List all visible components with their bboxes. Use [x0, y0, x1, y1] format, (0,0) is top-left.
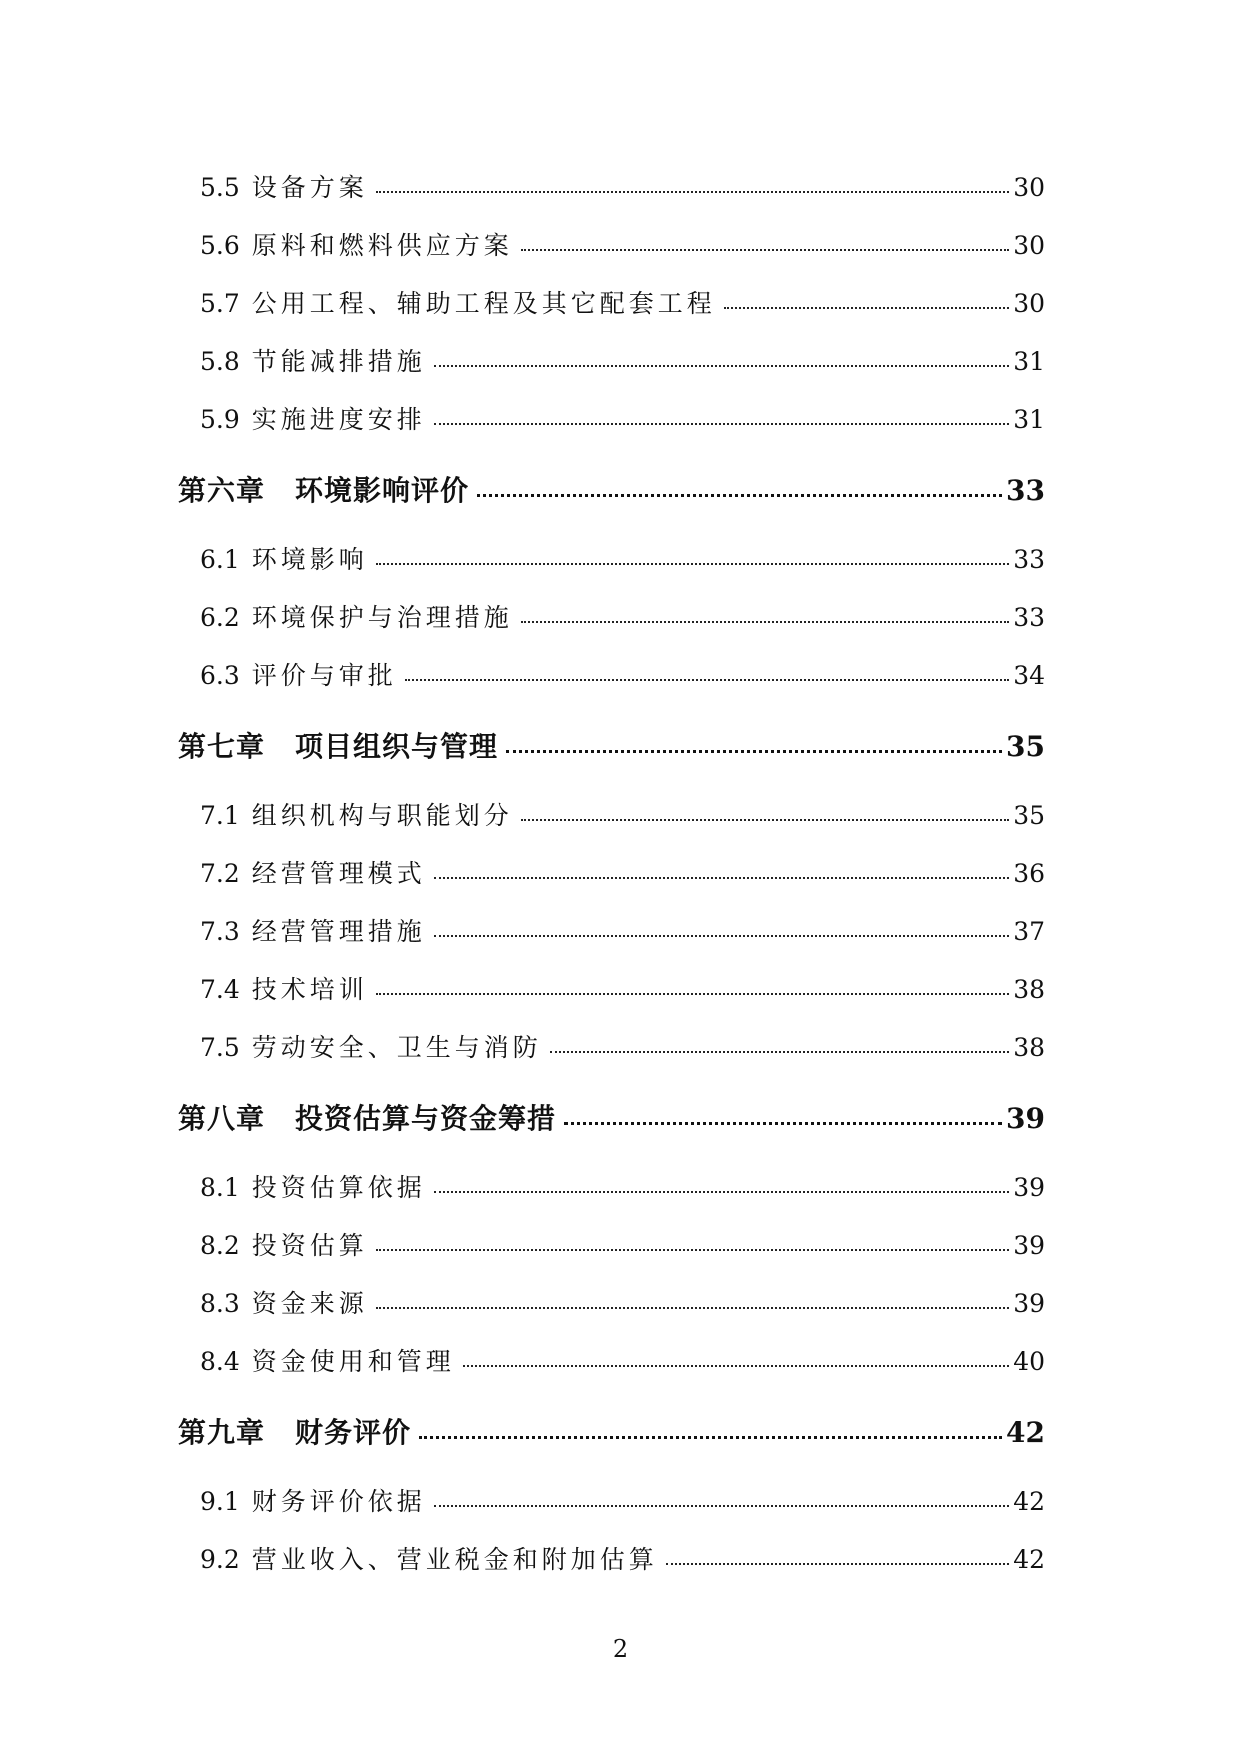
toc-entry-title: 投资估算依据	[251, 1173, 426, 1202]
toc-entry-page: 33	[1013, 545, 1045, 574]
toc-entry-title: 技术培训	[251, 975, 368, 1004]
toc-entry-number: 8.2	[200, 1231, 240, 1260]
dot-leader	[521, 819, 1009, 821]
toc-entry-title: 公用工程、辅助工程及其它配套工程	[251, 289, 716, 318]
dot-leader	[506, 750, 1002, 753]
toc-entry[interactable]	[200, 168, 1045, 204]
toc-entry-title: 财务评价依据	[251, 1487, 426, 1516]
page-number: 2	[612, 1635, 629, 1663]
dot-leader	[376, 191, 1009, 193]
dot-leader	[724, 307, 1009, 309]
toc-entry-number: 5.6	[200, 231, 240, 260]
toc-entry[interactable]	[200, 1342, 1045, 1378]
toc-entry[interactable]	[200, 912, 1045, 948]
dot-leader	[521, 621, 1009, 623]
toc-chapter-title: 财务评价	[295, 1416, 412, 1449]
toc-entry[interactable]	[200, 1482, 1045, 1518]
toc-entry-page: 36	[1013, 859, 1045, 888]
dot-leader	[376, 563, 1009, 565]
toc-entry-title: 资金来源	[251, 1289, 368, 1318]
toc-chapter-page: 35	[1006, 730, 1045, 763]
toc-chapter-number: 第八章	[178, 1102, 266, 1135]
toc-entry[interactable]	[200, 796, 1045, 832]
toc-entry[interactable]	[200, 1226, 1045, 1262]
toc-entry-page: 39	[1013, 1231, 1045, 1260]
toc-entry-number: 8.4	[200, 1347, 240, 1376]
toc-chapter-number: 第九章	[178, 1416, 266, 1449]
toc-entry-page: 42	[1013, 1487, 1045, 1516]
toc-chapter-title: 投资估算与资金筹措	[295, 1102, 557, 1135]
dot-leader	[376, 1249, 1009, 1251]
toc-entry[interactable]	[200, 656, 1045, 692]
dot-leader	[434, 423, 1009, 425]
toc-chapter-title: 项目组织与管理	[295, 730, 499, 763]
dot-leader	[434, 877, 1009, 879]
dot-leader	[434, 365, 1009, 367]
toc-entry-number: 7.5	[200, 1033, 240, 1062]
toc-entry-title: 原料和燃料供应方案	[251, 231, 513, 260]
toc-entry-title: 经营管理模式	[251, 859, 426, 888]
toc-entry-number: 7.1	[200, 801, 240, 830]
toc-entry-page: 42	[1013, 1545, 1045, 1574]
toc-entry[interactable]	[200, 1540, 1045, 1576]
dot-leader	[376, 993, 1009, 995]
toc-entry[interactable]	[200, 540, 1045, 576]
toc-entry-page: 40	[1013, 1347, 1045, 1376]
toc-chapter-entry[interactable]	[178, 1411, 1045, 1451]
toc-chapter-page: 33	[1006, 474, 1045, 507]
toc-entry[interactable]	[200, 226, 1045, 262]
toc-entry-title: 环境保护与治理措施	[251, 603, 513, 632]
dot-leader	[405, 679, 1009, 681]
toc-entry-title: 劳动安全、卫生与消防	[251, 1033, 542, 1062]
toc-entry-page: 39	[1013, 1289, 1045, 1318]
toc-entry-page: 35	[1013, 801, 1045, 830]
toc-entry-number: 7.4	[200, 975, 240, 1004]
toc-entry-page: 33	[1013, 603, 1045, 632]
toc-entry[interactable]	[200, 342, 1045, 378]
dot-leader	[477, 494, 1002, 497]
toc-entry[interactable]	[200, 598, 1045, 634]
toc-entry[interactable]	[200, 400, 1045, 436]
toc-entry-page: 30	[1013, 231, 1045, 260]
toc-entry-title: 营业收入、营业税金和附加估算	[251, 1545, 658, 1574]
toc-entry-title: 实施进度安排	[251, 405, 426, 434]
toc-entry-number: 6.1	[200, 545, 240, 574]
toc-entry-page: 30	[1013, 289, 1045, 318]
dot-leader	[521, 249, 1009, 251]
dot-leader	[564, 1122, 1002, 1125]
toc-entry-title: 评价与审批	[251, 661, 397, 690]
toc-entry-number: 7.3	[200, 917, 240, 946]
dot-leader	[434, 1191, 1009, 1193]
toc-entry-title: 环境影响	[251, 545, 368, 574]
dot-leader	[550, 1051, 1009, 1053]
toc-entry[interactable]	[200, 1028, 1045, 1064]
toc-entry-number: 5.9	[200, 405, 240, 434]
toc-entry-number: 9.1	[200, 1487, 240, 1516]
toc-entry-page: 37	[1013, 917, 1045, 946]
toc-entry-number: 5.7	[200, 289, 240, 318]
toc-entry-page: 30	[1013, 173, 1045, 202]
toc-chapter-page: 42	[1006, 1416, 1045, 1449]
toc-entry-title: 组织机构与职能划分	[251, 801, 513, 830]
dot-leader	[419, 1436, 1002, 1439]
toc-entry[interactable]	[200, 970, 1045, 1006]
toc-chapter-number: 第六章	[178, 474, 266, 507]
toc-entry-page: 38	[1013, 975, 1045, 1004]
toc-entry-title: 节能减排措施	[251, 347, 426, 376]
toc-chapter-entry[interactable]	[178, 1097, 1045, 1137]
toc-entry-page: 34	[1013, 661, 1045, 690]
dot-leader	[463, 1365, 1009, 1367]
toc-entry-page: 31	[1013, 405, 1045, 434]
toc-entry-title: 经营管理措施	[251, 917, 426, 946]
toc-entry-number: 8.1	[200, 1173, 240, 1202]
dot-leader	[434, 1505, 1009, 1507]
toc-entry-number: 8.3	[200, 1289, 240, 1318]
toc-entry[interactable]	[200, 284, 1045, 320]
toc-entry-title: 资金使用和管理	[251, 1347, 455, 1376]
dot-leader	[666, 1563, 1009, 1565]
toc-entry-number: 9.2	[200, 1545, 240, 1574]
toc-entry[interactable]	[200, 1168, 1045, 1204]
dot-leader	[434, 935, 1009, 937]
toc-entry[interactable]	[200, 1284, 1045, 1320]
toc-entry-page: 38	[1013, 1033, 1045, 1062]
toc-entry[interactable]	[200, 854, 1045, 890]
toc-entry-number: 6.3	[200, 661, 240, 690]
toc-chapter-entry[interactable]	[178, 725, 1045, 765]
toc-entry-page: 39	[1013, 1173, 1045, 1202]
toc-entry-title: 投资估算	[251, 1231, 368, 1260]
toc-entry-page: 31	[1013, 347, 1045, 376]
toc-entry-number: 5.5	[200, 173, 240, 202]
toc-chapter-page: 39	[1006, 1102, 1045, 1135]
toc-chapter-entry[interactable]	[178, 469, 1045, 509]
dot-leader	[376, 1307, 1009, 1309]
toc-entry-title: 设备方案	[251, 173, 368, 202]
toc-entry-number: 6.2	[200, 603, 240, 632]
toc-chapter-title: 环境影响评价	[295, 474, 470, 507]
toc-entry-number: 7.2	[200, 859, 240, 888]
toc-entry-number: 5.8	[200, 347, 240, 376]
toc-chapter-number: 第七章	[178, 730, 266, 763]
